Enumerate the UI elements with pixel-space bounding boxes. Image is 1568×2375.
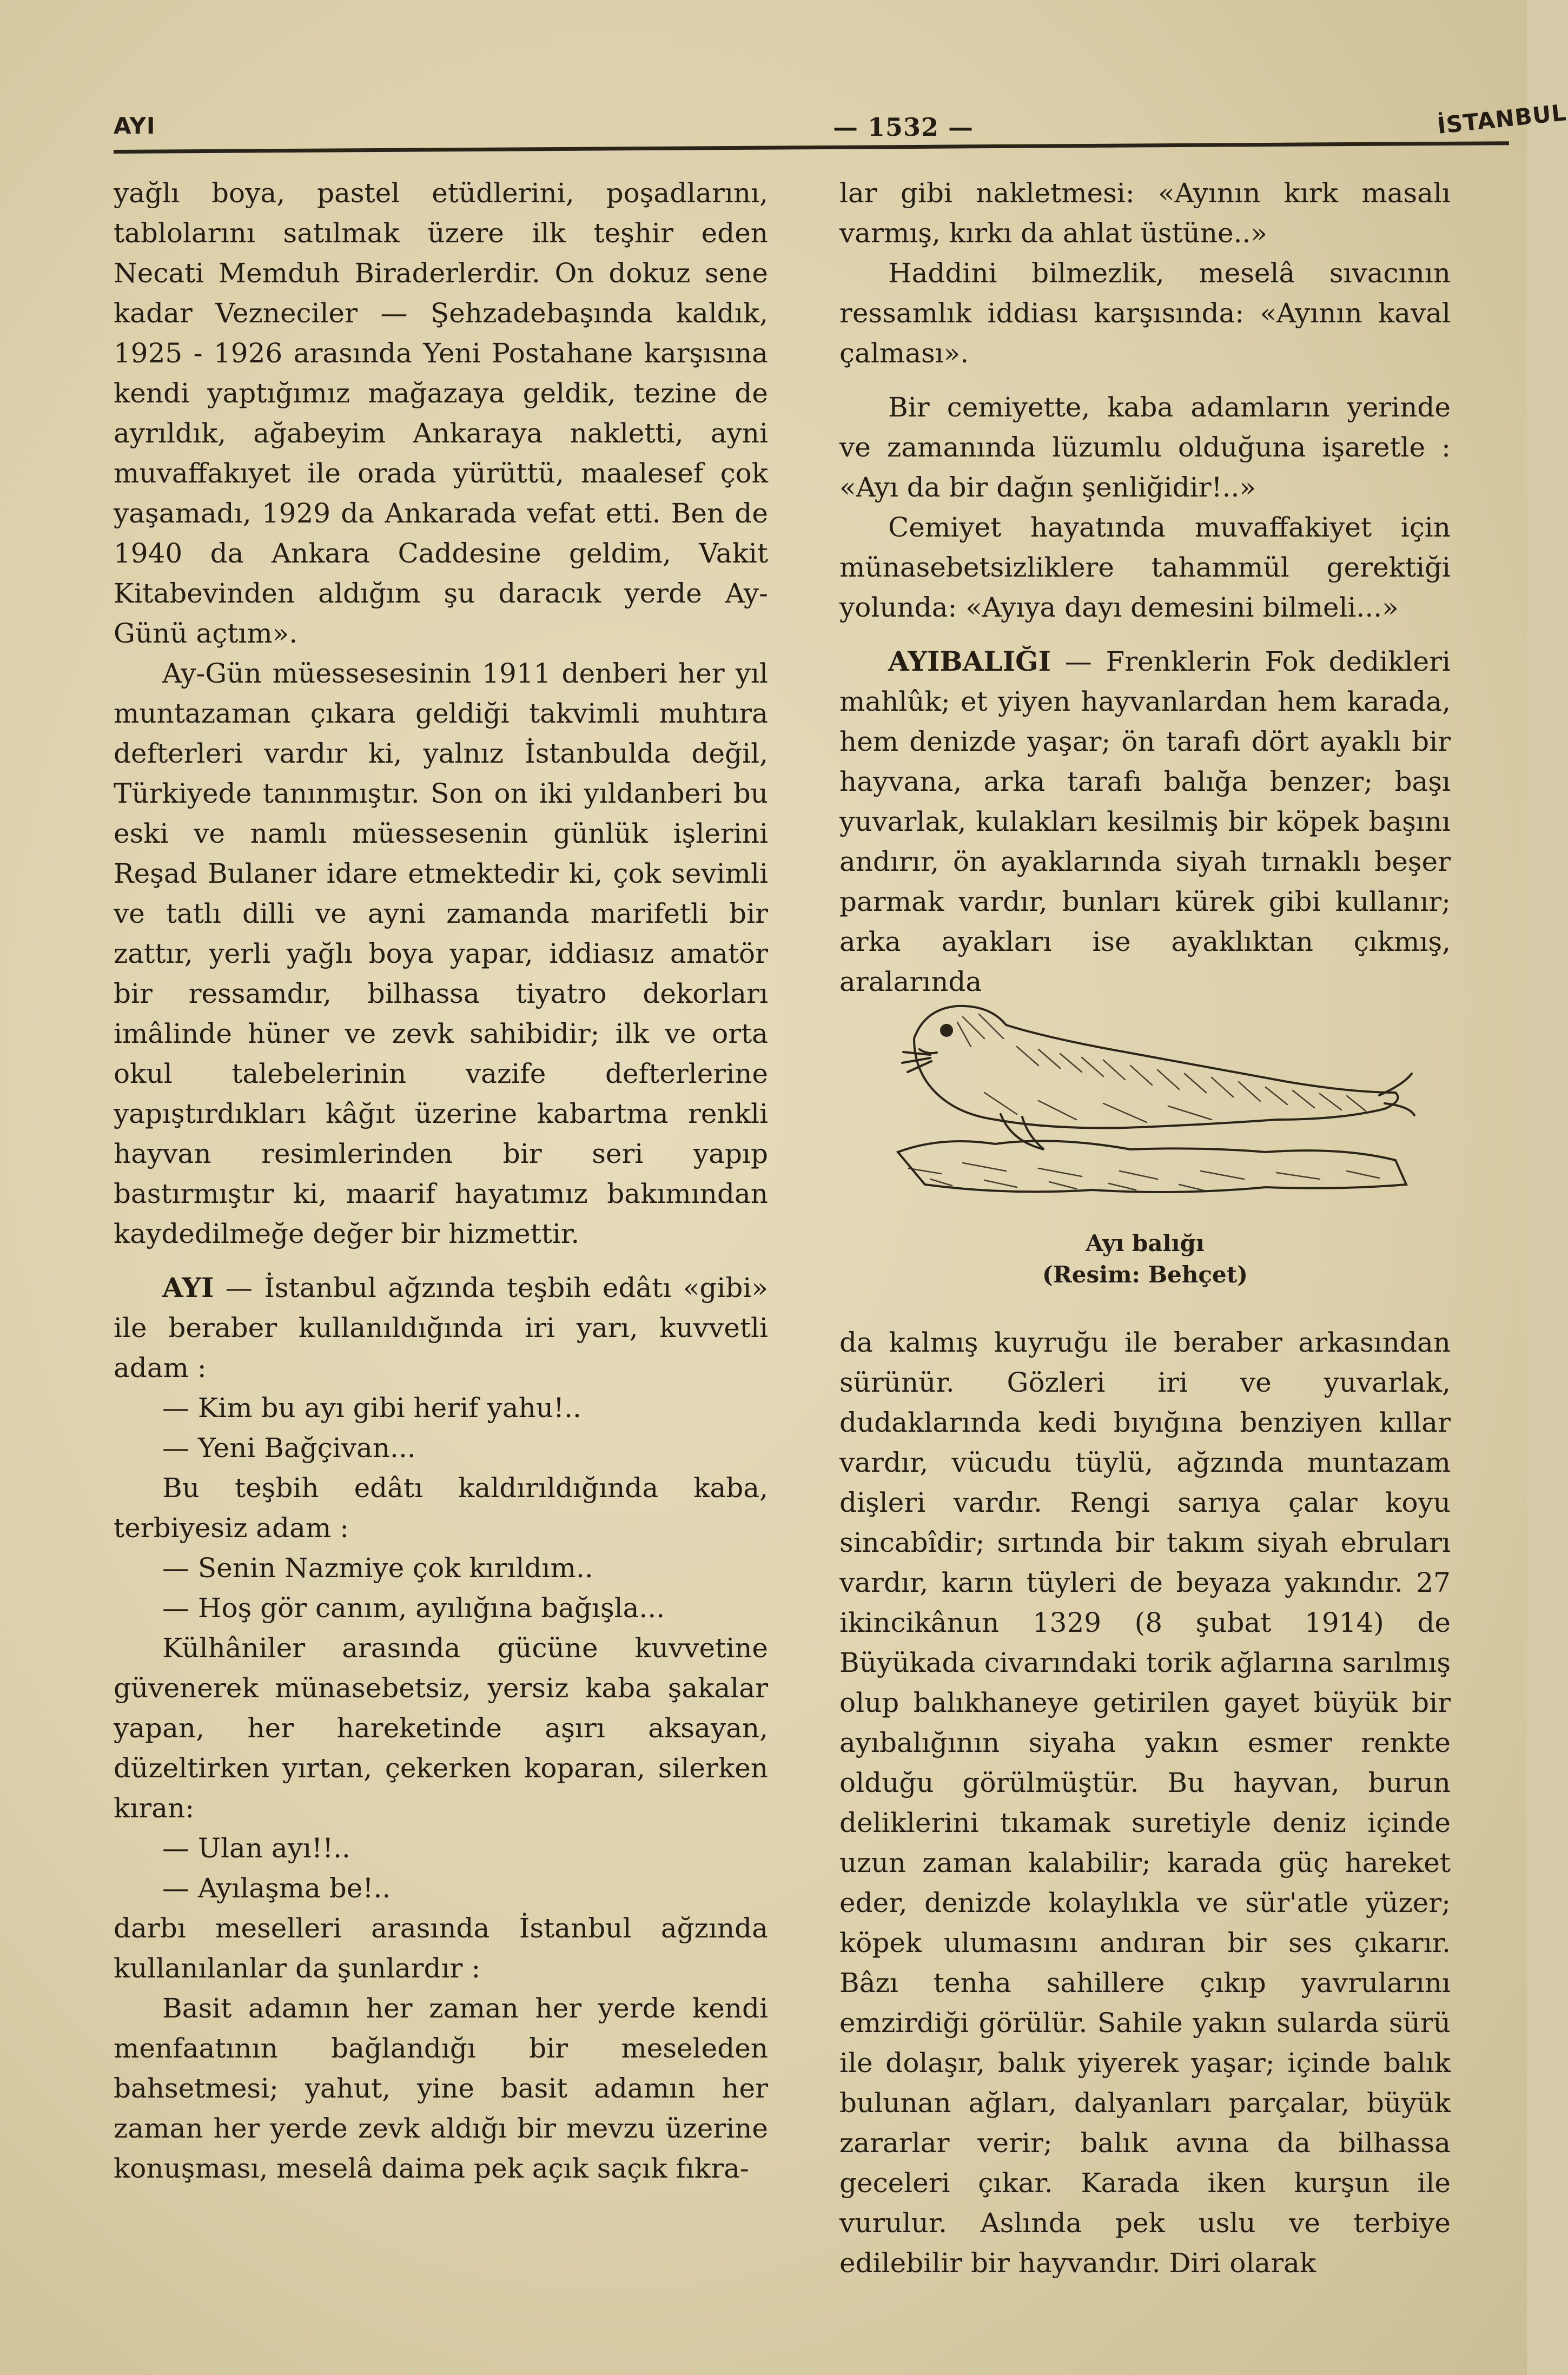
paragraph: [114, 1268, 768, 1388]
paragraph-text: darbı meselleri arasında İstanbul ağzında kullanılanlar da şunlardır :: [114, 1913, 768, 1984]
right-column-bottom: [839, 1322, 1451, 2283]
figure-caption-credit: (Resim: Behçet): [1042, 1261, 1248, 1288]
paragraph: [114, 1988, 768, 2188]
seal-eye: [941, 1025, 952, 1036]
paragraph-text: — Senin Nazmiye çok kırıldım..: [162, 1552, 593, 1584]
left-column: [114, 173, 768, 2188]
seal-illustration: [876, 957, 1417, 1228]
header-section-title: AYI: [114, 113, 156, 139]
entry-headword: AYIBALIĞI: [888, 645, 1051, 677]
paragraph: [114, 1588, 768, 1628]
paragraph: [114, 173, 768, 653]
paragraph-text: Bu teşbih edâtı kaldırıldığında kaba, terbiyesiz adam :: [114, 1472, 768, 1544]
paragraph: [839, 173, 1451, 253]
paragraph: [114, 1548, 768, 1588]
paragraph-text: — İstanbul ağzında teşbih edâtı «gibi» ile beraber kullanıldığında iri yarı, kuvvetli adam :: [114, 1272, 768, 1384]
paragraph: [114, 1468, 768, 1548]
paragraph-gap: [839, 627, 1451, 641]
seal-body-outline: [914, 1006, 1398, 1128]
paragraph-text: Basit adamın her zaman her yerde kendi menfaatının bağlandığı bir meseleden bahsetmesi; yahut, yine basit adamın her zaman her yerde zevk aldığı bir mevzu üzerine konuşması, meselâ daima pek açık saçık fıkra-: [114, 1993, 768, 2184]
paragraph-text: lar gibi nakletmesi: «Ayının kırk masalı varmış, kırkı da ahlat üstüne..»: [839, 177, 1451, 249]
paragraph: [839, 507, 1451, 627]
paragraph: [114, 653, 768, 1254]
paragraph-text: — Ulan ayı!!..: [162, 1832, 350, 1864]
paragraph-gap: [839, 373, 1451, 387]
paragraph: [114, 1388, 768, 1428]
paragraph: [114, 1908, 768, 1988]
paragraph: [839, 641, 1451, 1002]
paragraph-text: Külhâniler arasında gücüne kuvvetine güvenerek münasebetsiz, yersiz kaba şakalar yapan, her hareketinde aşırı aksayan, düzeltirken yırtan, çekerken koparan, silerken kıran:: [114, 1632, 768, 1824]
paragraph-text: yağlı boya, pastel etüdlerini, poşadlarını, tablolarını satılmak üzere ilk teşhir eden Necati Memduh Biraderlerdir. On dokuz sene kadar Vezneciler — Şehzadebaşında kaldık, 1925 - 1926 arasında Yeni Postahane karşısına kendi yaptığımız mağazaya geldik, tezine de ayrıldık, ağabeyim Ankaraya nakletti, ayni muvaffakıyet ile orada yürüttü, maalesef çok yaşamadı, 1929 da Ankarada vefat etti. Ben de 1940 da Ankara Caddesine geldim, Vakit Kitabevinden aldığım şu daracık yerde Ay-Günü açtım».: [114, 177, 768, 649]
paragraph-text: Cemiyet hayatında muvaffakiyet için münasebetsizliklere tahammül gerektiği yolunda: «Ayıya dayı demesini bilmeli...»: [839, 512, 1451, 623]
paragraph: [839, 387, 1451, 507]
paragraph-text: — Hoş gör canım, ayılığına bağışla...: [162, 1592, 665, 1624]
paragraph: [839, 253, 1451, 373]
seal-front-flipper: [1001, 1114, 1044, 1149]
paragraph-text: — Yeni Bağçivan...: [162, 1432, 416, 1464]
paragraph-text: Bir cemiyette, kaba adamların yerinde ve zamanında lüzumlu olduğuna işaretle : «Ayı da bir dağın şenliğidir!..»: [839, 392, 1451, 503]
entry-headword: AYI: [162, 1272, 214, 1304]
page-number: — 1532 —: [833, 113, 974, 142]
figure-caption: [839, 1228, 1451, 1291]
paragraph-text: — Frenklerin Fok dedikleri mahlûk; et yiyen hayvanlardan hem karada, hem denizde yaşar; ön tarafı dört ayaklı bir hayvana, arka tarafı balığa benzer; başı yuvarlak, kulakları kesilmiş bir köpek başını andırır, ön ayaklarında siyah tırnaklı beşer parmak vardır, bunları kürek gibi kullanır; arka ayakları ise ayaklıktan çıkmış, aralarında: [839, 646, 1451, 997]
paragraph-text: Haddini bilmezlik, meselâ sıvacının ressamlık iddiası karşısında: «Ayının kaval çalması».: [839, 257, 1451, 369]
header-publication-title: İSTANBUL: [1435, 99, 1568, 139]
rock-outline: [898, 1141, 1406, 1192]
paragraph: [114, 1868, 768, 1908]
paragraph: [114, 1628, 768, 1828]
figure-caption-title: Ayı balığı: [1086, 1230, 1205, 1256]
paragraph-text: — Ayılaşma be!..: [162, 1873, 391, 1904]
paragraph-text: da kalmış kuyruğu ile beraber arkasından sürünür. Gözleri iri ve yuvarlak, dudaklarında kedi bıyığına benziyen kıllar vardır, vücudu tüylü, ağzında muntazam dişleri vardır. Rengi sarıya çalar koyu sincabîdir; sırtında bir takım siyah ebruları vardır, karın tüyleri de beyaza yakındır. 27 ikincikânun 1329 (8 şubat 1914) de Büyükada civarındaki torik ağlarına sarılmış olup balıkhaneye getirilen gayet büyük bir ayıbalığının siyaha yakın esmer renkte olduğu görülmüştür. Bu hayvan, burun deliklerini tıkamak suretiyle deniz içinde uzun zaman kalabilir; karada güç hareket eder, denizde kolaylıkla ve sür'atle yüzer; köpek ulumasını andıran bir ses çıkarır. Bâzı tenha sahillere çıkıp yavrularını emzirdiği görülür. Sahile yakın sularda sürü ile dolaşır, balık yiyerek yaşar; içinde balık bulunan ağları, dalyanları parçalar, büyük zararlar verir; balık avına da bilhassa geceleri çıkar. Karada iken kurşun ile vurulur. Aslında pek uslu ve terbiye edilebilir bir hayvandır. Diri olarak: [839, 1327, 1451, 2279]
paragraph: [114, 1428, 768, 1468]
paragraph: [839, 1322, 1451, 2283]
paragraph: [114, 1828, 768, 1868]
right-column-top: [839, 173, 1451, 1002]
paragraph-text: Ay-Gün müessesesinin 1911 denberi her yıl muntazaman çıkara geldiği takvimli muhtıra defterleri vardır ki, yalnız İstanbulda değil, Türkiyede tanınmıştır. Son on iki yıldanberi bu eski ve namlı müessesenin günlük işlerini Reşad Bulaner idare etmektedir ki, çok sevimli ve tatlı dilli ve ayni zamanda marifetli bir zattır, yerli yağlı boya yapar, iddiasız amatör bir ressamdır, bilhassa tiyatro dekorları imâlinde hüner ve zevk sahibidir; ilk ve orta okul talebelerinin vazife defterlerine yapıştırdıkları kâğıt üzerine kabartma renkli hayvan resimlerinden bir seri yapıp bastırmıştır ki, maarif hayatımız bakımından kaydedilmeğe değer bir hizmettir.: [114, 658, 768, 1249]
paragraph-gap: [114, 1254, 768, 1268]
paragraph-text: — Kim bu ayı gibi herif yahu!..: [162, 1392, 581, 1424]
